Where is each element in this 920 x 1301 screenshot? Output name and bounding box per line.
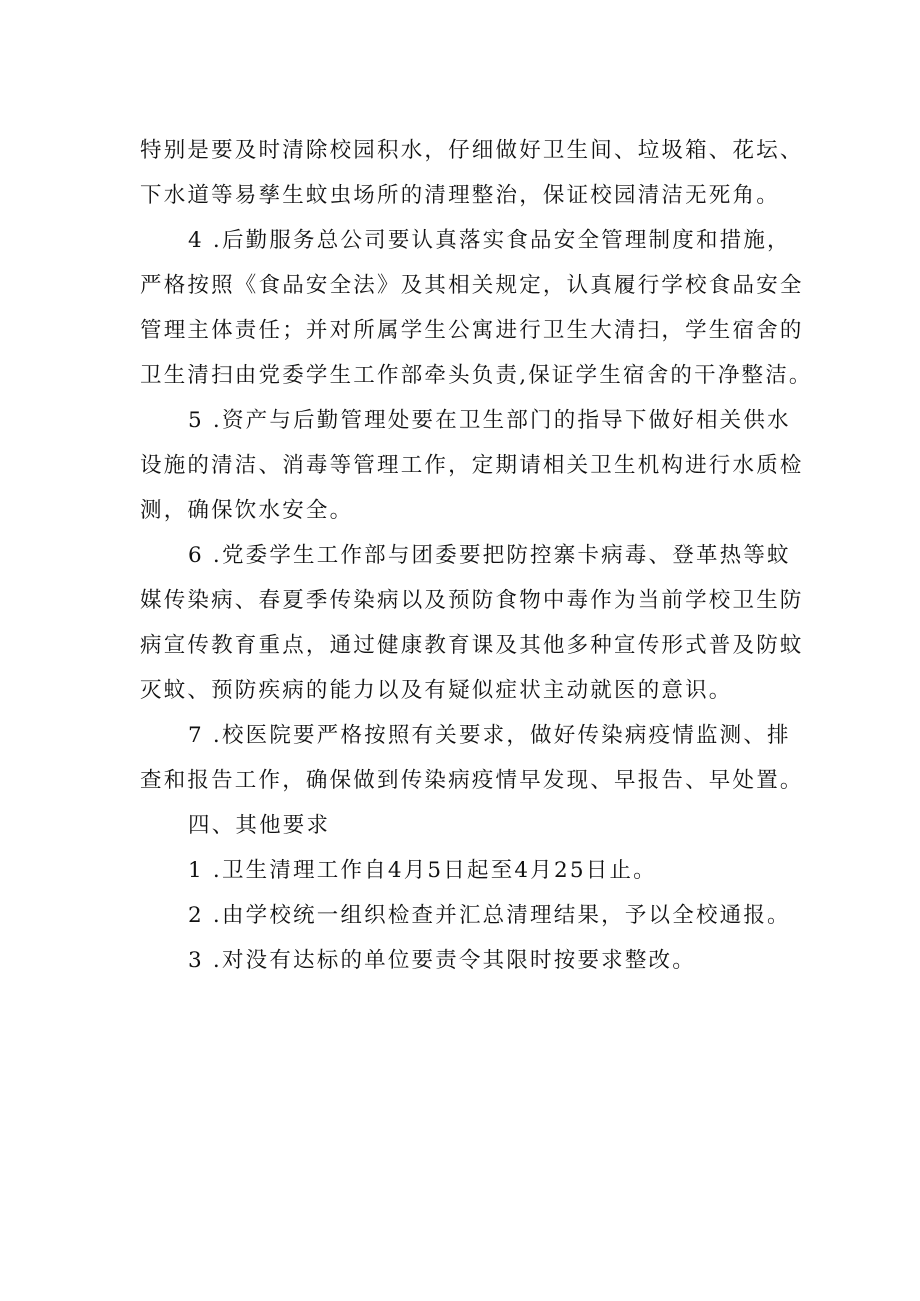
text-line: 设施的清洁、消毒等管理工作，定期请相关卫生机构进行水质检 bbox=[140, 453, 804, 478]
paragraph-item-6 bbox=[140, 533, 804, 713]
document-body bbox=[140, 128, 813, 983]
text-line: 媒传染病、春夏季传染病以及预防食物中毒作为当前学校卫生防 bbox=[140, 588, 804, 613]
text-line: 查和报告工作，确保做到传染病疫情早发现、早报告、早处置。 bbox=[140, 768, 804, 793]
text-line: 2 .由学校统一组织检查并汇总清理结果，予以全校通报。 bbox=[188, 903, 791, 928]
text-line: 灭蚊、预防疾病的能力以及有疑似症状主动就医的意识。 bbox=[140, 678, 733, 703]
text-line: 测，确保饮水安全。 bbox=[140, 498, 354, 523]
text-line: 管理主体责任；并对所属学生公寓进行卫生大清扫，学生宿舍的 bbox=[140, 318, 804, 343]
text-line: 下水道等易孳生蚊虫场所的清理整治，保证校园清洁无死角。 bbox=[140, 183, 780, 208]
paragraph-req-3 bbox=[140, 938, 800, 983]
paragraph-item-5 bbox=[140, 398, 804, 533]
text-line: 卫生清扫由党委学生工作部牵头负责,保证学生宿舍的干净整洁。 bbox=[140, 363, 813, 388]
paragraph-req-2 bbox=[140, 893, 800, 938]
text-line: 3 .对没有达标的单位要责令其限时按要求整改。 bbox=[188, 948, 696, 973]
text-line: 严格按照《食品安全法》及其相关规定，认真履行学校食品安全 bbox=[140, 273, 804, 298]
text-line: 4 .后勤服务总公司要认真落实食品安全管理制度和措施， bbox=[188, 228, 791, 253]
section-heading-other-requirements bbox=[140, 803, 800, 848]
text-line: 特别是要及时清除校园积水，仔细做好卫生间、垃圾箱、花坛、 bbox=[140, 138, 804, 163]
paragraph-continuation bbox=[140, 128, 804, 218]
paragraph-item-4 bbox=[140, 218, 813, 398]
text-line: 5 .资产与后勤管理处要在卫生部门的指导下做好相关供水 bbox=[188, 408, 791, 433]
text-line: 6 .党委学生工作部与团委要把防控寨卡病毒、登革热等蚊 bbox=[188, 543, 791, 568]
text-line: 1 .卫生清理工作自4月5日起至4月25日止。 bbox=[188, 858, 657, 883]
text-line: 7 .校医院要严格按照有关要求，做好传染病疫情监测、排 bbox=[188, 723, 791, 748]
heading-text: 四、其他要求 bbox=[188, 813, 331, 838]
paragraph-req-1 bbox=[140, 848, 800, 893]
text-line: 病宣传教育重点，通过健康教育课及其他多种宣传形式普及防蚊 bbox=[140, 633, 804, 658]
paragraph-item-7 bbox=[140, 713, 804, 803]
